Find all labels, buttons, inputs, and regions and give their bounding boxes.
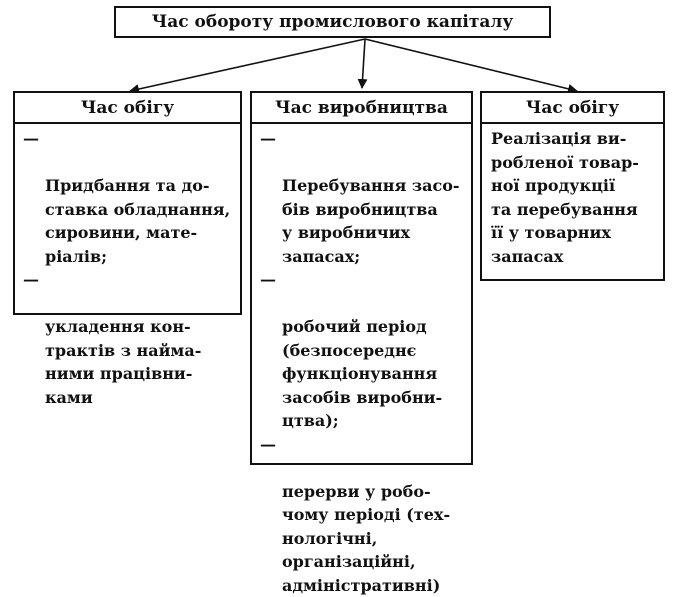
arrow-left	[130, 39, 365, 91]
arrow-right	[365, 39, 577, 91]
column-production-time	[250, 91, 473, 465]
dash-bullet: —	[260, 268, 276, 292]
column-heading: Час обігу	[15, 93, 240, 124]
arrow-center	[362, 39, 365, 88]
list-item-text: укладення кон- трактів з найма- ними працівни- ками	[45, 317, 201, 407]
list-item-text: перерви у робо- чому періоді (тех- нологічні, організаційні, адміністративні)	[282, 482, 450, 595]
diagram-title: Час обороту промислового капіталу	[152, 12, 514, 32]
column-body	[15, 124, 240, 409]
list-item	[258, 433, 465, 597]
dash-bullet: —	[260, 127, 276, 151]
column-heading: Час виробництва	[252, 93, 471, 124]
list-item	[21, 127, 234, 268]
list-item	[258, 268, 465, 433]
list-item-text: робочий період (безпосереднє функціонування засобів виробни- цтва);	[282, 317, 442, 430]
dash-bullet: —	[23, 127, 39, 151]
column-body	[252, 124, 471, 597]
dash-bullet: —	[23, 268, 39, 292]
column-circulation-time-1	[13, 91, 242, 315]
title-box	[114, 6, 551, 38]
dash-bullet: —	[260, 433, 276, 457]
column-text: Реалізація ви- робленої товар- ної продукції та перебування її у товарних запасах	[488, 127, 657, 268]
list-item-text: Перебування засо- бів виробництва у виробничих запасах;	[282, 176, 460, 266]
column-circulation-time-2	[480, 91, 665, 281]
column-body	[482, 124, 663, 268]
list-item	[21, 268, 234, 409]
column-heading: Час обігу	[482, 93, 663, 124]
list-item-text: Придбання та до- ставка обладнання, сировини, мате- ріалів;	[45, 176, 230, 266]
list-item	[258, 127, 465, 268]
